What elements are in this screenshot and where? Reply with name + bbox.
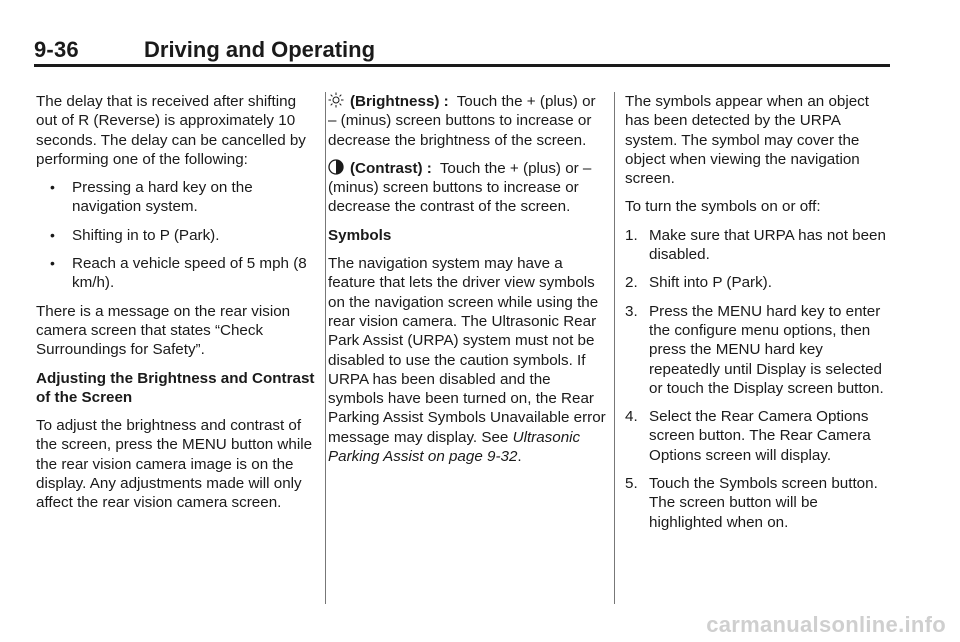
adjust-paragraph: To adjust the brightness and contrast of the screen, press the MENU button while the rear vision camera image is on the display. Any adjustments made will only affect the rear vision camera screen. (36, 417, 313, 512)
symbols-paragraph: The navigation system may have a feature that lets the driver view symbols on the navigation screen while using the rear vision camera. The Ultrasonic Rear Park Assist (URPA) system must not be disabled to use the caution symbols. If URPA has been disabled and the symbols have been turned on, the Rear Parking Assist Symbols Unavailable error message may display. See Ultrasonic Parking Assist on page 9-32. (328, 255, 606, 466)
list-item: 3. Press the MENU hard key to enter the configure menu options, then press the MENU hard key repeatedly until Display is selected or touch the Display screen button. (625, 302, 884, 397)
bullet-icon: • (50, 255, 55, 272)
appear-paragraph: The symbols appear when an object has been detected by the URPA system. The symbol may cover the object when viewing the navigation screen. (625, 93, 869, 188)
column-divider (614, 92, 615, 604)
header-rule (34, 64, 890, 67)
section-heading: Symbols (328, 226, 392, 244)
column-middle (328, 92, 608, 475)
list-item: 2. Shift into P (Park). (625, 274, 772, 292)
bullet-icon: • (50, 179, 55, 196)
section-heading: Adjusting the Brightness and Contrast of the Screen (36, 369, 315, 406)
contrast-icon (328, 159, 344, 175)
list-item: 4. Select the Rear Camera Options screen button. The Rear Camera Options screen will display. (625, 408, 871, 464)
watermark: carmanualsonline.info (706, 612, 946, 637)
sun-icon (328, 92, 344, 108)
column-left (36, 92, 316, 522)
list-item: • Shifting in to P (Park). (50, 226, 220, 244)
page-number: 9-36 (34, 37, 79, 62)
list-item: 5. Touch the Symbols screen button. The screen button will be highlighted when on. (625, 475, 878, 531)
message-paragraph: There is a message on the rear vision camera screen that states “Check Surroundings for Safety”. (36, 302, 291, 359)
list-item: • Pressing a hard key on the navigation system. (50, 179, 253, 216)
column-right (625, 92, 895, 541)
contrast-label: (Contrast) : (350, 159, 432, 177)
page-title: Driving and Operating (144, 37, 376, 62)
contrast-paragraph: (Contrast) : Touch the + (plus) or – (minus) screen buttons to increase or decrease the contrast of the screen. (328, 159, 592, 216)
bullet-icon: • (50, 226, 55, 243)
cross-reference: Ultrasonic Parking Assist on page 9-32 (328, 428, 581, 466)
column-divider (325, 92, 326, 604)
list-item: 1. Make sure that URPA has not been disabled. (625, 226, 886, 264)
toggle-paragraph: To turn the symbols on or off: (625, 198, 821, 216)
list-item: • Reach a vehicle speed of 5 mph (8 km/h). (50, 255, 307, 292)
page-header (34, 37, 890, 67)
brightness-label: (Brightness) : (350, 93, 449, 110)
brightness-paragraph: (Brightness) : Touch the + (plus) or – (minus) screen buttons to increase or decrease the brightness of the screen. (328, 93, 596, 149)
delay-paragraph: The delay that is received after shifting out of R (Reverse) is approximately 10 seconds. The delay can be cancelled by performing one of the following: (36, 93, 306, 168)
